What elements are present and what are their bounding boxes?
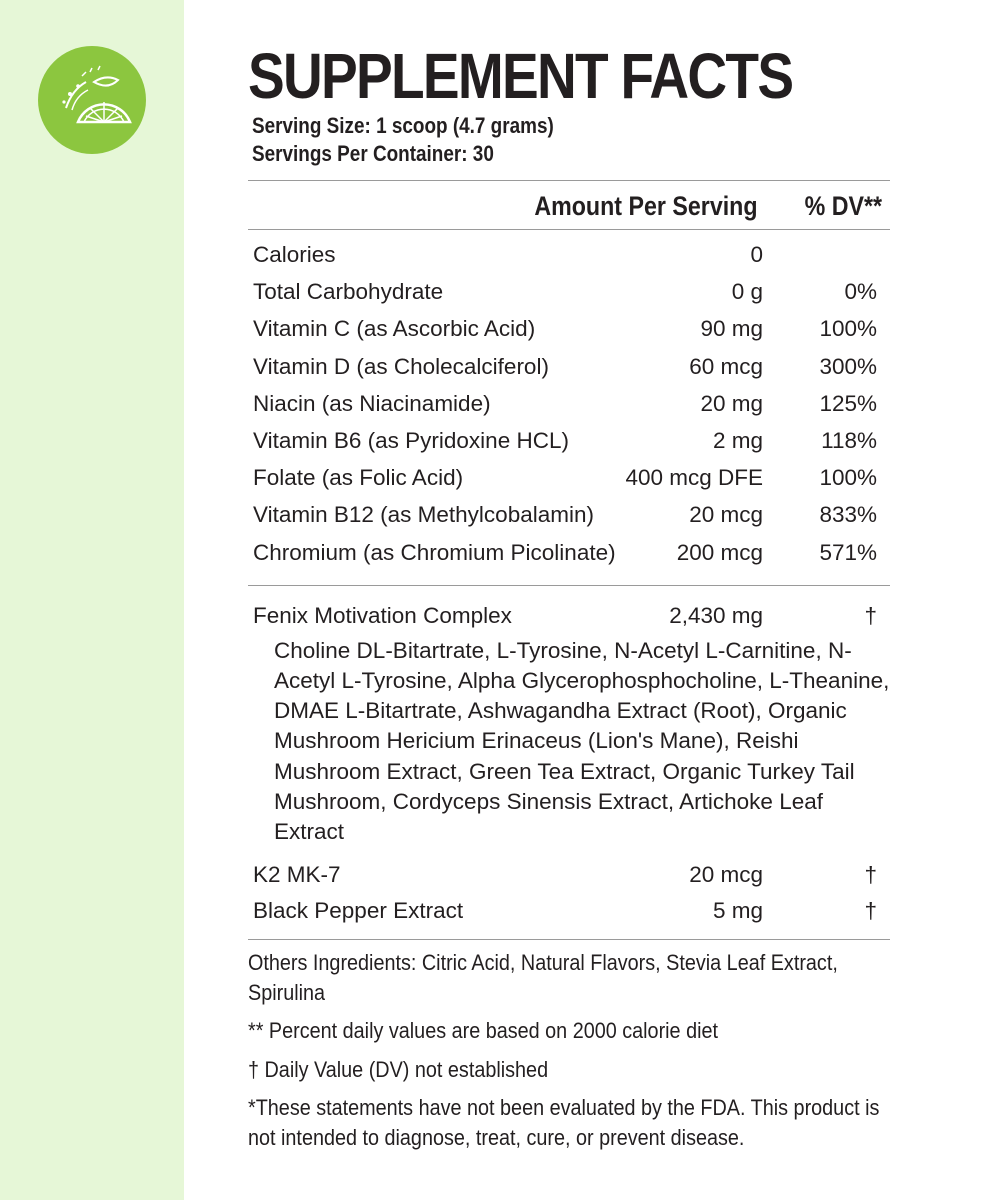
nutrient-name: Chromium (as Chromium Picolinate) (253, 539, 616, 565)
nutrient-amount: 200 mcg (676, 539, 763, 565)
daily-value-header: % DV** (804, 191, 882, 221)
nutrient-name: Niacin (as Niacinamide) (253, 390, 491, 416)
nutrient-dv: 125% (819, 390, 877, 416)
nutrient-dv: 571% (819, 539, 877, 565)
proprietary-blend (248, 586, 890, 939)
ingredient-dv: † (864, 862, 877, 888)
blend-row (248, 596, 890, 636)
nutrient-dv: 100% (819, 316, 877, 342)
ingredient-row (248, 857, 890, 893)
nutrient-name: Vitamin B12 (as Methylcobalamin) (253, 502, 594, 528)
nutrient-row (248, 385, 890, 422)
nutrient-row (248, 422, 890, 459)
nutrient-dv: 833% (819, 502, 877, 528)
nutrient-amount: 90 mg (700, 316, 763, 342)
nutrient-dv: 300% (819, 353, 877, 379)
column-header-row (248, 181, 890, 229)
dv-not-established-note: † Daily Value (DV) not established (248, 1056, 549, 1082)
nutrient-list (248, 236, 890, 571)
side-panel (0, 0, 184, 1200)
footnotes (248, 948, 890, 1152)
servings-per-container: Servings Per Container: 30 (252, 141, 494, 166)
ingredient-name: K2 MK-7 (253, 862, 341, 888)
extra-ingredient-list (248, 857, 890, 929)
fda-disclaimer: *These statements have not been evaluated by the FDA. This product is not intended to diagnose, treat, cure, or prevent disease. (248, 1095, 880, 1150)
page-title: SUPPLEMENT FACTS (248, 40, 793, 112)
nutrient-name: Vitamin D (as Cholecalciferol) (253, 353, 549, 379)
nutrient-name: Vitamin B6 (as Pyridoxine HCL) (253, 427, 569, 453)
nutrient-dv: 100% (819, 465, 877, 491)
other-ingredients-note: Others Ingredients: Citric Acid, Natural Flavors, Stevia Leaf Extract, Spirulina (248, 950, 838, 1005)
blend-amount: 2,430 mg (669, 602, 763, 628)
lime-slice-icon (38, 46, 146, 154)
nutrient-row (248, 534, 890, 571)
amount-per-serving-header: Amount Per Serving (534, 191, 758, 221)
blend-ingredients: Choline DL-Bitartrate, L-Tyrosine, N-Acetyl L-Carnitine, N-Acetyl L-Tyrosine, Alpha Glycerophosphocholine, L-Theanine, DMAE L-Bitartrate, Ashwagandha Extract (Root), Organic Mushroom Hericium Erinaceus (Lion's Mane), Reishi Mushroom Extract, Green Tea Extract, Organic Turkey Tail Mushroom, Cordyceps Sinensis Extract, Artichoke Leaf Extract (274, 637, 890, 844)
nutrient-name: Vitamin C (as Ascorbic Acid) (253, 316, 536, 342)
blend-dv: † (864, 602, 877, 628)
serving-size: Serving Size: 1 scoop (4.7 grams) (252, 113, 554, 138)
nutrient-row (248, 459, 890, 496)
nutrient-row (248, 348, 890, 385)
ingredient-row (248, 893, 890, 929)
divider (248, 939, 890, 940)
ingredient-dv: † (864, 898, 877, 924)
nutrient-name: Calories (253, 242, 336, 267)
ingredient-amount: 5 mg (712, 898, 763, 924)
lime-slice-icon-graphic (38, 46, 146, 154)
nutrient-dv: 118% (821, 427, 877, 453)
nutrient-amount: 0 (750, 242, 763, 267)
nutrient-name: Folate (as Folic Acid) (253, 465, 464, 491)
nutrient-name: Total Carbohydrate (253, 279, 444, 305)
nutrient-row (248, 273, 890, 310)
ingredient-amount: 20 mcg (689, 862, 763, 888)
ingredient-name: Black Pepper Extract (253, 898, 464, 924)
nutrient-amount: 20 mcg (689, 502, 763, 528)
nutrient-amount: 20 mg (700, 390, 763, 416)
blend-name: Fenix Motivation Complex (253, 602, 512, 628)
nutrient-row (248, 310, 890, 347)
nutrient-amount: 2 mg (712, 427, 763, 453)
supplement-facts-panel (248, 40, 890, 1161)
nutrient-amount: 400 mcg DFE (625, 465, 763, 491)
nutrient-dv: 0% (844, 279, 877, 305)
nutrient-amount: 0 g (731, 279, 763, 305)
nutrient-row (248, 496, 890, 533)
daily-values-note: ** Percent daily values are based on 2000 calorie diet (248, 1018, 719, 1044)
nutrient-amount: 60 mcg (689, 353, 763, 379)
nutrient-row (248, 236, 890, 273)
